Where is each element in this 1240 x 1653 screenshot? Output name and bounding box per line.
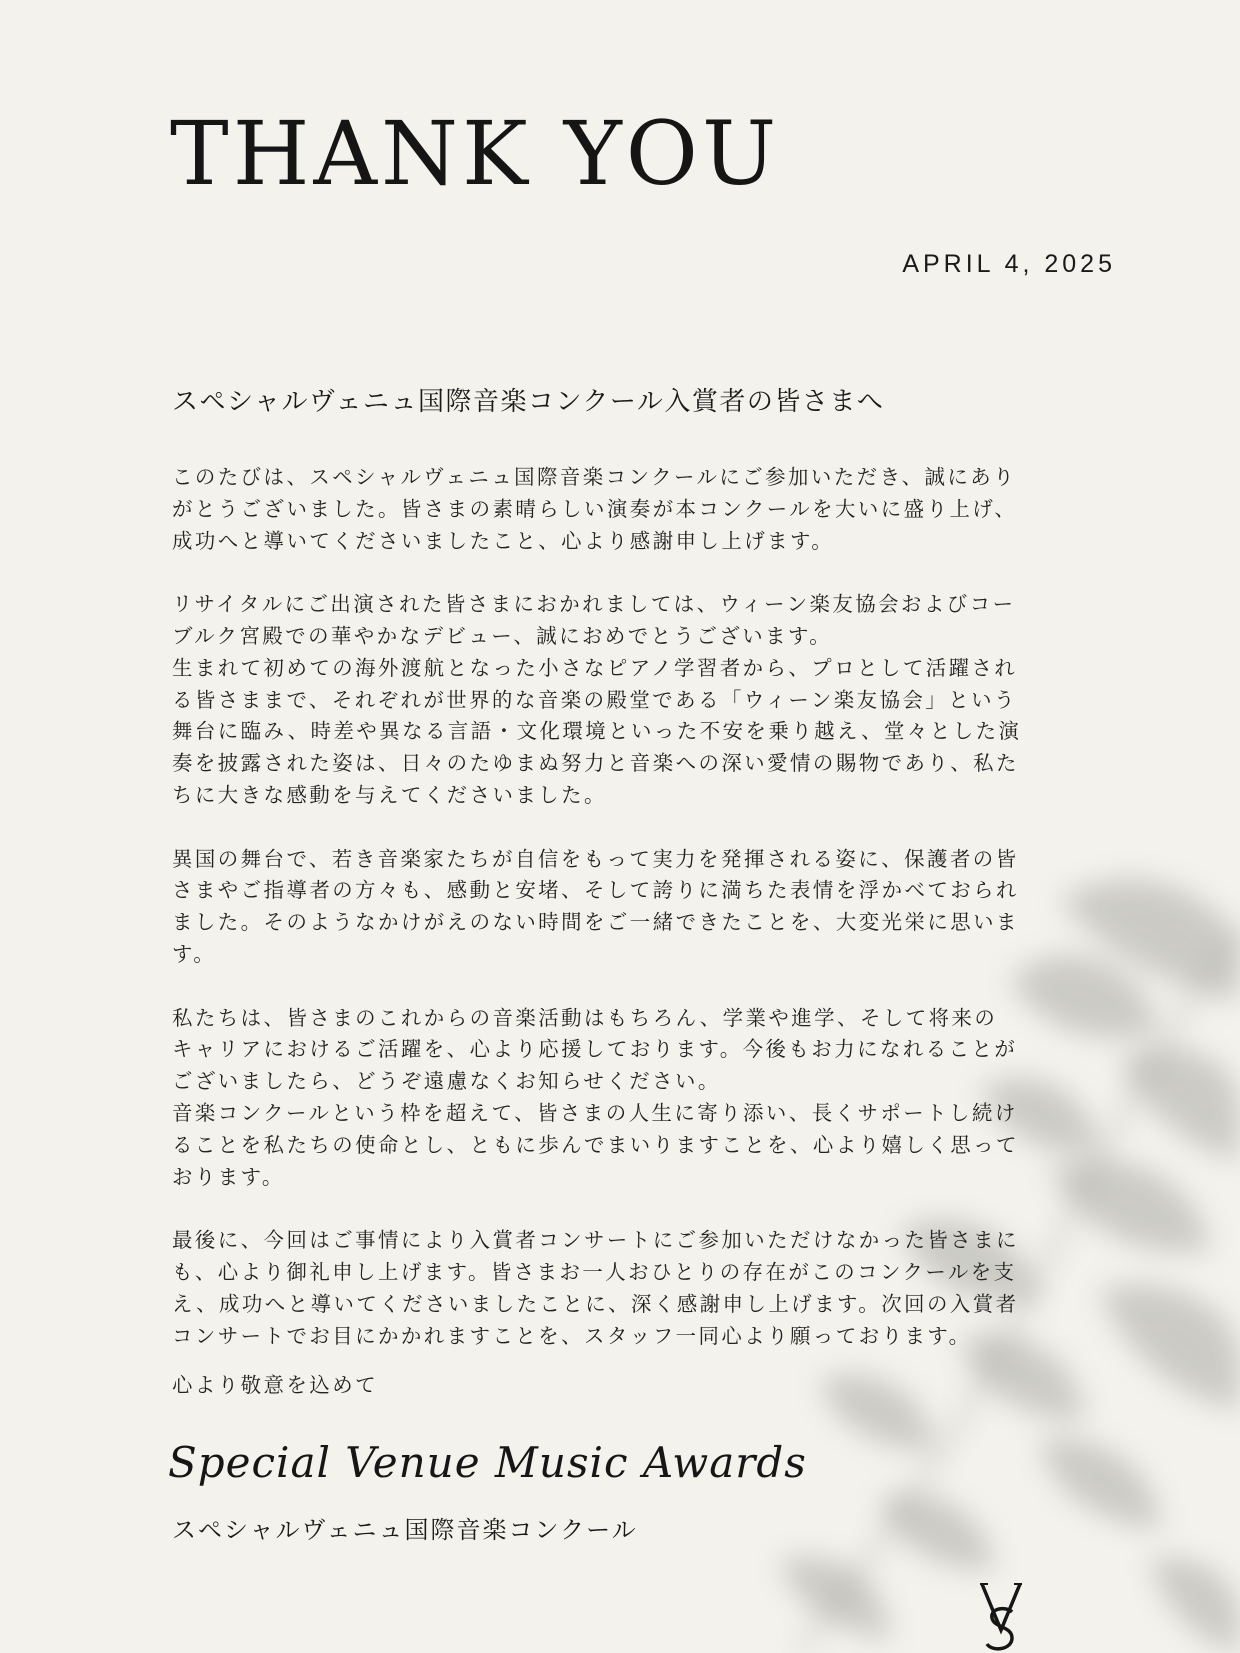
recipient-heading: スペシャルヴェニュ国際音楽コンクール入賞者の皆さまへ bbox=[172, 387, 885, 417]
body-line: ございましたら、どうぞ遠慮なくお知らせください。 bbox=[172, 1069, 721, 1094]
body-line: このたびは、スペシャルヴェニュ国際音楽コンクールにご参加いただき、誠にあり bbox=[172, 465, 1017, 489]
organization-name: スペシャルヴェニュ国際音楽コンクール bbox=[172, 1516, 638, 1544]
body-line: 音楽コンクールという枠を超えて、皆さまの人生に寄り添い、長くサポートし続け bbox=[172, 1100, 1018, 1125]
paragraph bbox=[172, 844, 1107, 971]
body-line: 異国の舞台で、若き音楽家たちが自信をもって実力を発揮される姿に、保護者の皆 bbox=[172, 846, 1019, 871]
closing-phrase: 心より敬意を込めて bbox=[172, 1373, 379, 1397]
letter-body bbox=[172, 462, 1107, 1384]
body-line: 生まれて初めての海外渡航となった小さなピアノ学習者から、プロとして活躍され bbox=[172, 655, 1018, 680]
page-title: THANK YOU bbox=[170, 102, 781, 205]
body-line: え、成功へと導いてくださいましたことに、深く感謝申し上げます。次回の入賞者 bbox=[172, 1291, 1019, 1316]
body-line: 舞台に臨み、時差や異なる言語・文化環境といった不安を乗り越え、堂々とした演 bbox=[172, 719, 1022, 744]
body-line: も、心より御礼申し上げます。皆さまお一人おひとりの存在がこのコンクールを支 bbox=[172, 1259, 1017, 1284]
body-line: 私たちは、皆さまのこれからの音楽活動はもちろん、学業や進学、そして将来の bbox=[172, 1005, 998, 1030]
body-line: 成功へと導いてくださいましたこと、心より感謝申し上げます。 bbox=[172, 528, 835, 553]
body-line: ちに大きな感動を与えてくださいました。 bbox=[172, 782, 607, 807]
paragraph bbox=[172, 589, 1107, 812]
letter-date: APRIL 4, 2025 bbox=[902, 250, 1116, 278]
body-line: おります。 bbox=[172, 1164, 285, 1189]
body-line: 奏を披露された姿は、日々のたゆまぬ努力と音楽への深い愛情の賜物であり、私た bbox=[172, 751, 1019, 776]
body-line: さまやご指導者の方々も、感動と安堵、そして誇りに満ちた表情を浮かべておられ bbox=[172, 878, 1019, 903]
signature-script: Special Venue Music Awards bbox=[168, 1438, 807, 1487]
paragraph bbox=[172, 1003, 1107, 1194]
body-line: コンサートでお目にかかれますことを、スタッフ一同心より願っております。 bbox=[172, 1323, 972, 1348]
vs-monogram-logo bbox=[978, 1578, 1024, 1653]
body-line: る皆さままで、それぞれが世界的な音楽の殿堂である「ウィーン楽友協会」という bbox=[172, 687, 1017, 712]
paragraph bbox=[172, 1225, 1107, 1352]
body-line: がとうございました。皆さまの素晴らしい演奏が本コンクールを大いに盛り上げ、 bbox=[172, 496, 1018, 521]
body-line: 最後に、今回はご事情により入賞者コンサートにご参加いただけなかった皆さまに bbox=[172, 1228, 1019, 1253]
paragraph bbox=[172, 462, 1107, 557]
body-line: ブルク宮殿での華やかなデビュー、誠におめでとうございます。 bbox=[172, 623, 833, 648]
body-line: す。 bbox=[172, 941, 217, 966]
body-line: リサイタルにご出演された皆さまにおかれましては、ウィーン楽友協会およびコー bbox=[172, 592, 1016, 617]
body-line: ました。そのようなかけがえのない時間をご一緒できたことを、大変光栄に思いま bbox=[172, 910, 1019, 935]
body-line: キャリアにおけるご活躍を、心より応援しております。今後もお力になれることが bbox=[172, 1037, 1018, 1062]
body-line: ることを私たちの使命とし、ともに歩んでまいりますことを、心より嬉しく思って bbox=[172, 1132, 1019, 1157]
